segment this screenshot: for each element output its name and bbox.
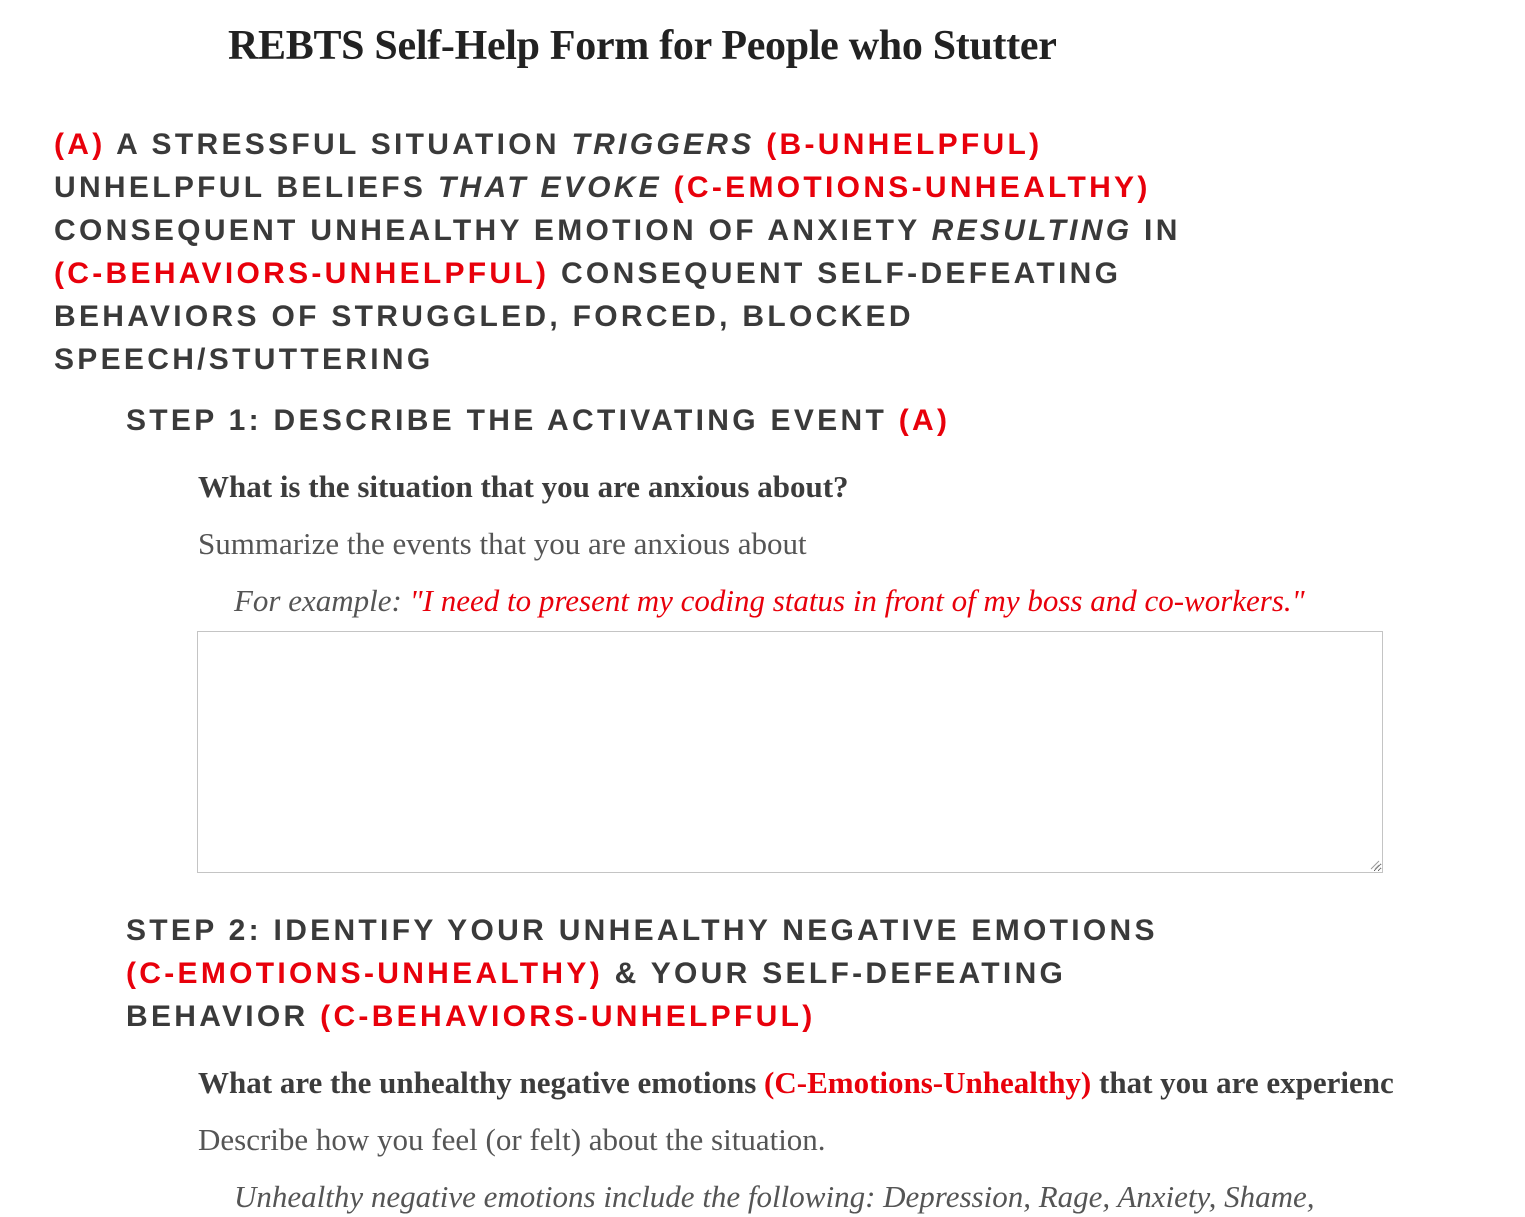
step-1-heading bbox=[126, 399, 950, 442]
question-text: What are the unhealthy negative emotions bbox=[198, 1065, 765, 1100]
abc-header-line-3 bbox=[54, 209, 1444, 252]
step-2-heading-text: & YOUR SELF-DEFEATING bbox=[603, 957, 1067, 990]
example-label: For example: bbox=[234, 583, 410, 618]
behaviors-tag: (C-BEHAVIORS-UNHELPFUL) bbox=[54, 257, 550, 290]
abc-text: IN bbox=[1132, 214, 1181, 247]
activating-event-textarea[interactable] bbox=[197, 631, 1383, 873]
abc-header-line-1 bbox=[54, 123, 1444, 166]
beliefs-tag: (B-UNHELPFUL) bbox=[766, 128, 1043, 161]
step-1-tag: (A) bbox=[898, 404, 951, 437]
step-2-heading-line-1: STEP 2: IDENTIFY YOUR UNHEALTHY NEGATIVE EMOTIONS bbox=[126, 914, 1158, 947]
abc-header-line-6: SPEECH/STUTTERING bbox=[54, 343, 434, 376]
abc-header-line-2 bbox=[54, 166, 1444, 209]
step-2-instruction: Describe how you feel (or felt) about the situation. bbox=[198, 1122, 826, 1157]
behaviors-tag: (C-BEHAVIORS-UNHELPFUL) bbox=[320, 1000, 816, 1033]
abc-space bbox=[755, 128, 767, 161]
abc-text: CONSEQUENT SELF-DEFEATING bbox=[549, 257, 1122, 290]
step-2-question bbox=[198, 1063, 1394, 1103]
abc-header-line-5: BEHAVIORS OF STRUGGLED, FORCED, BLOCKED bbox=[54, 300, 914, 333]
abc-space bbox=[662, 171, 674, 204]
step-1-instruction: Summarize the events that you are anxious about bbox=[198, 526, 807, 561]
abc-text: CONSEQUENT UNHEALTHY EMOTION OF ANXIETY bbox=[54, 214, 932, 247]
abc-emphasis: RESULTING bbox=[931, 214, 1133, 247]
step-1-example bbox=[234, 581, 1305, 621]
abc-emphasis: THAT EVOKE bbox=[437, 171, 662, 204]
emotions-tag: (C-EMOTIONS-UNHEALTHY) bbox=[673, 171, 1151, 204]
abc-text: A STRESSFUL SITUATION bbox=[105, 128, 572, 161]
question-text: that you are experienc bbox=[1091, 1065, 1394, 1100]
abc-emphasis: TRIGGERS bbox=[571, 128, 755, 161]
step-2-heading bbox=[126, 909, 1158, 1038]
step-1-heading-text: STEP 1: DESCRIBE THE ACTIVATING EVENT bbox=[126, 404, 899, 437]
abc-text: UNHELPFUL BELIEFS bbox=[54, 171, 438, 204]
page-title: REBTS Self-Help Form for People who Stutter bbox=[228, 23, 1057, 69]
emotions-tag: (C-Emotions-Unhealthy) bbox=[764, 1065, 1092, 1100]
example-text: "I need to present my coding status in front of my boss and co-workers." bbox=[409, 583, 1305, 618]
step-2-emotions-note: Unhealthy negative emotions include the following: Depression, Rage, Anxiety, Shame, bbox=[234, 1179, 1315, 1214]
abc-model-header bbox=[54, 123, 1444, 381]
activating-event-tag: (A) bbox=[54, 128, 106, 161]
emotions-tag: (C-EMOTIONS-UNHEALTHY) bbox=[126, 957, 603, 990]
abc-header-line-4 bbox=[54, 252, 1444, 295]
step-1-question: What is the situation that you are anxious about? bbox=[198, 469, 849, 504]
step-2-heading-text: BEHAVIOR bbox=[126, 1000, 321, 1033]
